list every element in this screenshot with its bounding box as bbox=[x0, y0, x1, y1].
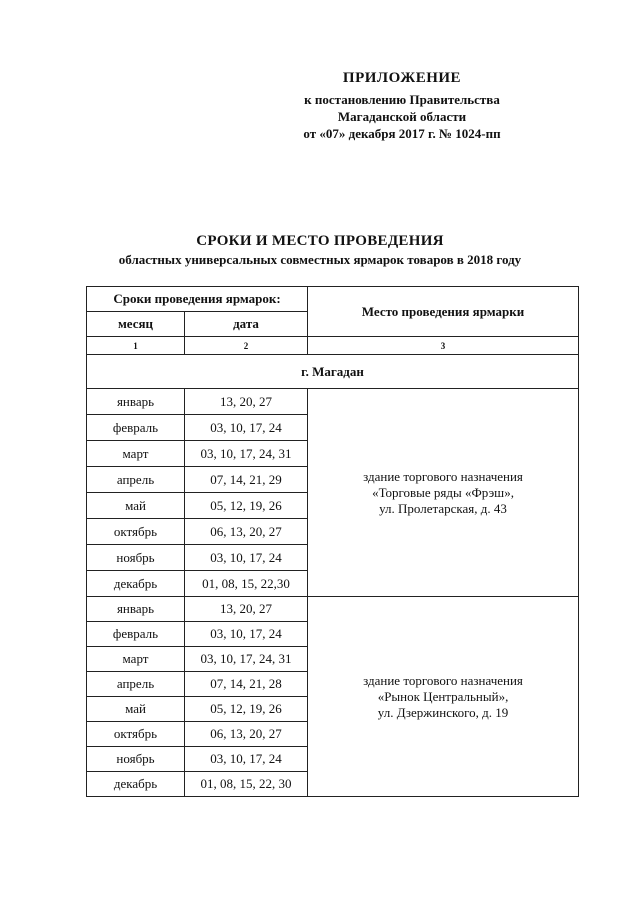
dates-cell: 01, 08, 15, 22,30 bbox=[185, 571, 308, 597]
dates-cell: 06, 13, 20, 27 bbox=[185, 519, 308, 545]
month-cell: декабрь bbox=[87, 571, 185, 597]
appendix-line-3: от «07» декабря 2017 г. № 1024-пп bbox=[303, 126, 501, 141]
month-cell: январь bbox=[87, 389, 185, 415]
dates-cell: 01, 08, 15, 22, 30 bbox=[185, 772, 308, 797]
city-cell: г. Магадан bbox=[87, 355, 579, 389]
month-cell: май bbox=[87, 697, 185, 722]
month-cell: январь bbox=[87, 597, 185, 622]
document-title bbox=[0, 232, 640, 269]
appendix-line-1: к постановлению Правительства bbox=[304, 92, 500, 107]
month-cell: апрель bbox=[87, 672, 185, 697]
month-cell: апрель bbox=[87, 467, 185, 493]
city-row bbox=[87, 355, 579, 389]
month-cell: ноябрь bbox=[87, 545, 185, 571]
table-row bbox=[87, 597, 579, 622]
dates-cell: 05, 12, 19, 26 bbox=[185, 697, 308, 722]
appendix-title: ПРИЛОЖЕНИЕ bbox=[342, 70, 462, 86]
dates-cell: 13, 20, 27 bbox=[185, 597, 308, 622]
dates-cell: 03, 10, 17, 24 bbox=[185, 545, 308, 571]
month-cell: октябрь bbox=[87, 722, 185, 747]
header-date-cell: дата bbox=[185, 312, 308, 337]
dates-cell: 03, 10, 17, 24, 31 bbox=[185, 647, 308, 672]
month-cell: февраль bbox=[87, 415, 185, 441]
dates-cell: 03, 10, 17, 24 bbox=[185, 622, 308, 647]
place-line: здание торгового назначения bbox=[363, 672, 523, 688]
dates-cell: 06, 13, 20, 27 bbox=[185, 722, 308, 747]
month-cell: февраль bbox=[87, 622, 185, 647]
dates-cell: 05, 12, 19, 26 bbox=[185, 493, 308, 519]
document-title-line-2: областных универсальных совместных ярмарок товаров в 2018 году bbox=[118, 252, 522, 267]
header-dates-cell: Сроки проведения ярмарок: bbox=[87, 287, 308, 312]
place-cell bbox=[308, 389, 579, 597]
appendix-line-2: Магаданской области bbox=[337, 109, 467, 124]
schedule-table-body bbox=[87, 287, 579, 797]
dates-cell: 03, 10, 17, 24, 31 bbox=[185, 441, 308, 467]
month-cell: май bbox=[87, 493, 185, 519]
dates-cell: 07, 14, 21, 29 bbox=[185, 467, 308, 493]
header-row-1 bbox=[87, 287, 579, 312]
place-line: ул. Пролетарская, д. 43 bbox=[379, 500, 507, 516]
dates-cell: 13, 20, 27 bbox=[185, 389, 308, 415]
document-title-line-1: СРОКИ И МЕСТО ПРОВЕДЕНИЯ bbox=[196, 233, 444, 249]
column-number-3: 3 bbox=[308, 337, 579, 355]
dates-cell: 03, 10, 17, 24 bbox=[185, 747, 308, 772]
place-line: «Рынок Центральный», bbox=[377, 688, 509, 704]
place-line: ул. Дзержинского, д. 19 bbox=[377, 704, 509, 720]
place-cell bbox=[308, 597, 579, 797]
month-cell: март bbox=[87, 647, 185, 672]
place-line: здание торгового назначения bbox=[363, 468, 523, 484]
month-cell: октябрь bbox=[87, 519, 185, 545]
table-row bbox=[87, 389, 579, 415]
appendix-header bbox=[252, 70, 552, 142]
column-number-1: 1 bbox=[87, 337, 185, 355]
schedule-table bbox=[86, 286, 579, 797]
header-place-cell: Место проведения ярмарки bbox=[308, 287, 579, 337]
header-month-cell: месяц bbox=[87, 312, 185, 337]
month-cell: март bbox=[87, 441, 185, 467]
dates-cell: 03, 10, 17, 24 bbox=[185, 415, 308, 441]
column-number-row bbox=[87, 337, 579, 355]
place-line: «Торговые ряды «Фрэш», bbox=[372, 484, 514, 500]
month-cell: декабрь bbox=[87, 772, 185, 797]
month-cell: ноябрь bbox=[87, 747, 185, 772]
column-number-2: 2 bbox=[185, 337, 308, 355]
dates-cell: 07, 14, 21, 28 bbox=[185, 672, 308, 697]
